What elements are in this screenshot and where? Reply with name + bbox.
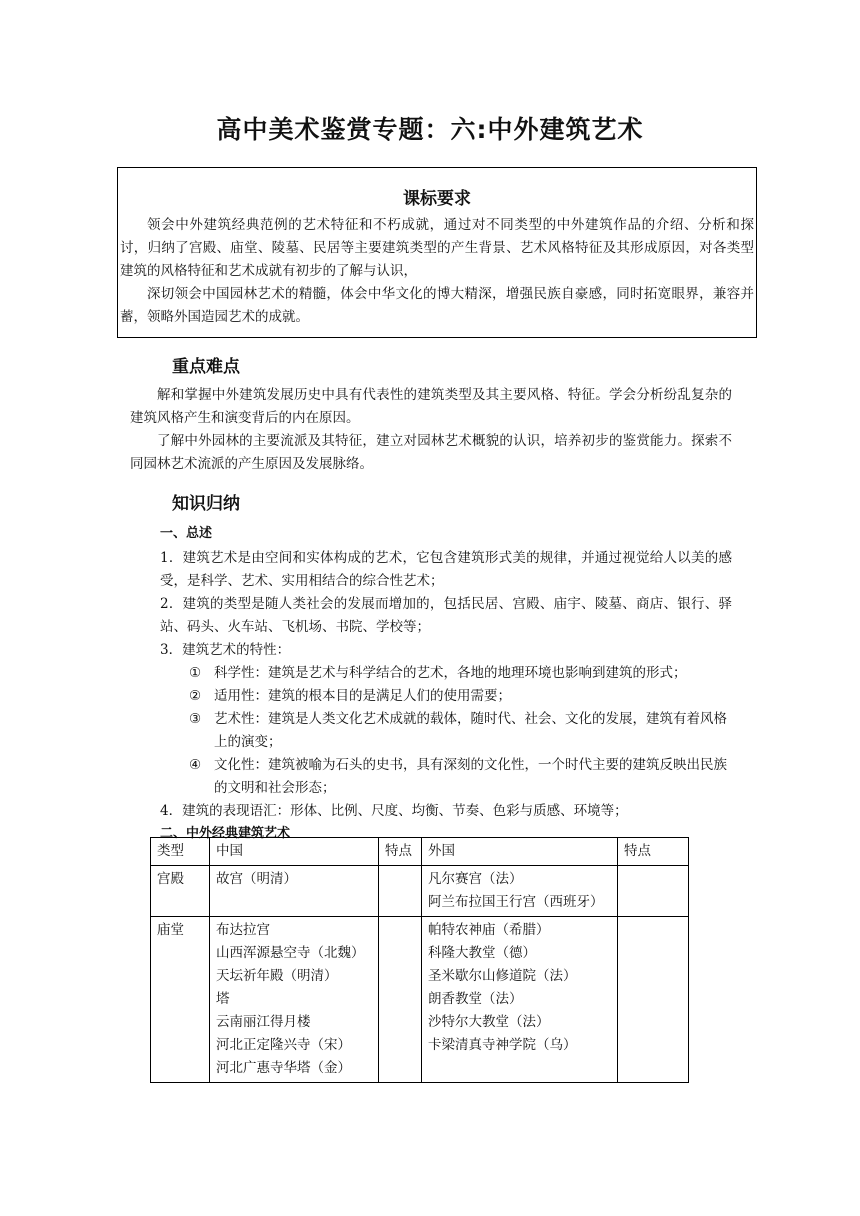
knowledge-overview	[160, 524, 732, 847]
row-china-features-cell	[379, 917, 422, 1083]
table-row	[151, 917, 689, 1083]
trait-text: 艺术性：建筑是人类文化艺术成就的载体，随时代、社会、文化的发展，建筑有着风格上的演变；	[214, 711, 727, 750]
knowledge-heading: 知识归纳	[172, 494, 240, 514]
document-title: 高中美术鉴赏专题：六:中外建筑艺术	[216, 115, 644, 144]
trait-text: 适用性：建筑的根本目的是满足人们的使用需要；	[214, 688, 511, 704]
curriculum-paragraph: 领会中外建筑经典范例的艺术特征和不朽成就，通过对不同类型的中外建筑作品的介绍、分析和探讨，归纳了宫殿、庙堂、陵墓、民居等主要建筑类型的产生背景、艺术风格特征及其形成原因，对各类型建筑的风格特征和艺术成就有初步的了解与认识，	[120, 217, 754, 279]
header-cell-foreign: 外国	[422, 838, 618, 866]
china-building: 故宫（明清）	[216, 871, 297, 887]
table-header-row	[151, 838, 689, 866]
overview-item: 3．建筑艺术的特性：	[160, 642, 291, 658]
keypoints-paragraph: 了解中外园林的主要流派及其特征，建立对园林艺术概貌的认识，培养初步的鉴赏能力。探索不同园林艺术流派的产生原因及发展脉络。	[130, 433, 732, 472]
china-building: 天坛祈年殿（明清）	[216, 968, 338, 984]
foreign-building: 阿兰布拉国王行宫（西班牙）	[428, 894, 604, 910]
curriculum-heading: 课标要求	[403, 189, 471, 209]
foreign-building: 朗香教堂（法）	[428, 991, 523, 1007]
china-building: 河北正定隆兴寺（宋）	[216, 1037, 351, 1053]
keypoints-paragraph: 解和掌握中外建筑发展历史中具有代表性的建筑类型及其主要风格、特征。学会分析纷乱复杂的建筑风格产生和演变背后的内在原因。	[130, 387, 732, 426]
row-foreign-cell	[422, 866, 618, 917]
trait-item	[189, 708, 732, 754]
trait-text: 科学性：建筑是艺术与科学结合的艺术，各地的地理环境也影响到建筑的形式；	[214, 665, 687, 681]
trait-number: ①	[189, 665, 202, 681]
foreign-building: 凡尔赛宫（法）	[428, 871, 523, 887]
table-row	[151, 866, 689, 917]
header-cell-china-features: 特点	[379, 838, 422, 866]
header-cell-china: 中国	[210, 838, 379, 866]
curriculum-requirements-box	[117, 167, 757, 338]
china-building: 塔	[216, 991, 230, 1007]
architecture-table	[150, 837, 689, 1083]
foreign-building: 卡梁清真寺神学院（乌）	[428, 1037, 577, 1053]
row-china-cell	[210, 917, 379, 1083]
header-cell-type: 类型	[151, 838, 210, 866]
row-foreign-features-cell	[618, 866, 689, 917]
row-foreign-features-cell	[618, 917, 689, 1083]
trait-number: ②	[189, 688, 202, 704]
row-type-cell: 庙堂	[151, 917, 210, 1083]
trait-text: 文化性：建筑被喻为石头的史书，具有深刻的文化性，一个时代主要的建筑反映出民族的文明和社会形态；	[214, 757, 727, 796]
row-foreign-cell	[422, 917, 618, 1083]
header-cell-foreign-features: 特点	[618, 838, 689, 866]
row-type-cell: 宫殿	[151, 866, 210, 917]
overview-heading: 一、总述	[160, 526, 213, 541]
row-china-cell	[210, 866, 379, 917]
keypoints-heading: 重点难点	[172, 357, 240, 377]
china-building: 河北广惠寺华塔（金）	[216, 1060, 351, 1076]
foreign-building: 科隆大教堂（德）	[428, 945, 536, 961]
overview-item: 4．建筑的表现语汇：形体、比例、尺度、均衡、节奏、色彩与质感、环境等；	[160, 803, 628, 819]
china-building: 布达拉宫	[216, 922, 270, 938]
keypoints-body	[130, 384, 732, 476]
china-building: 云南丽江得月楼	[216, 1014, 311, 1030]
trait-item	[189, 754, 732, 800]
china-building: 山西浑源悬空寺（北魏）	[216, 945, 365, 961]
foreign-building: 沙特尔大教堂（法）	[428, 1014, 550, 1030]
overview-item: 1．建筑艺术是由空间和实体构成的艺术，它包含建筑形式美的规律，并通过视觉给人以美的感受，是科学、艺术、实用相结合的综合性艺术；	[160, 550, 732, 589]
trait-item	[189, 685, 732, 708]
foreign-building: 圣米歇尔山修道院（法）	[428, 968, 577, 984]
trait-number: ④	[189, 757, 202, 773]
curriculum-paragraph: 深切领会中国园林艺术的精髓，体会中华文化的博大精深，增强民族自豪感，同时拓宽眼界，兼容并蓄，领略外国造园艺术的成就。	[120, 286, 754, 325]
classics-heading: 二、中外经典建筑艺术	[160, 826, 291, 841]
trait-number: ③	[189, 711, 202, 727]
foreign-building: 帕特农神庙（希腊）	[428, 922, 550, 938]
trait-item	[189, 662, 732, 685]
overview-item: 2．建筑的类型是随人类社会的发展而增加的，包括民居、宫殿、庙宇、陵墓、商店、银行、驿站、码头、火车站、飞机场、书院、学校等；	[160, 596, 732, 635]
row-china-features-cell	[379, 866, 422, 917]
